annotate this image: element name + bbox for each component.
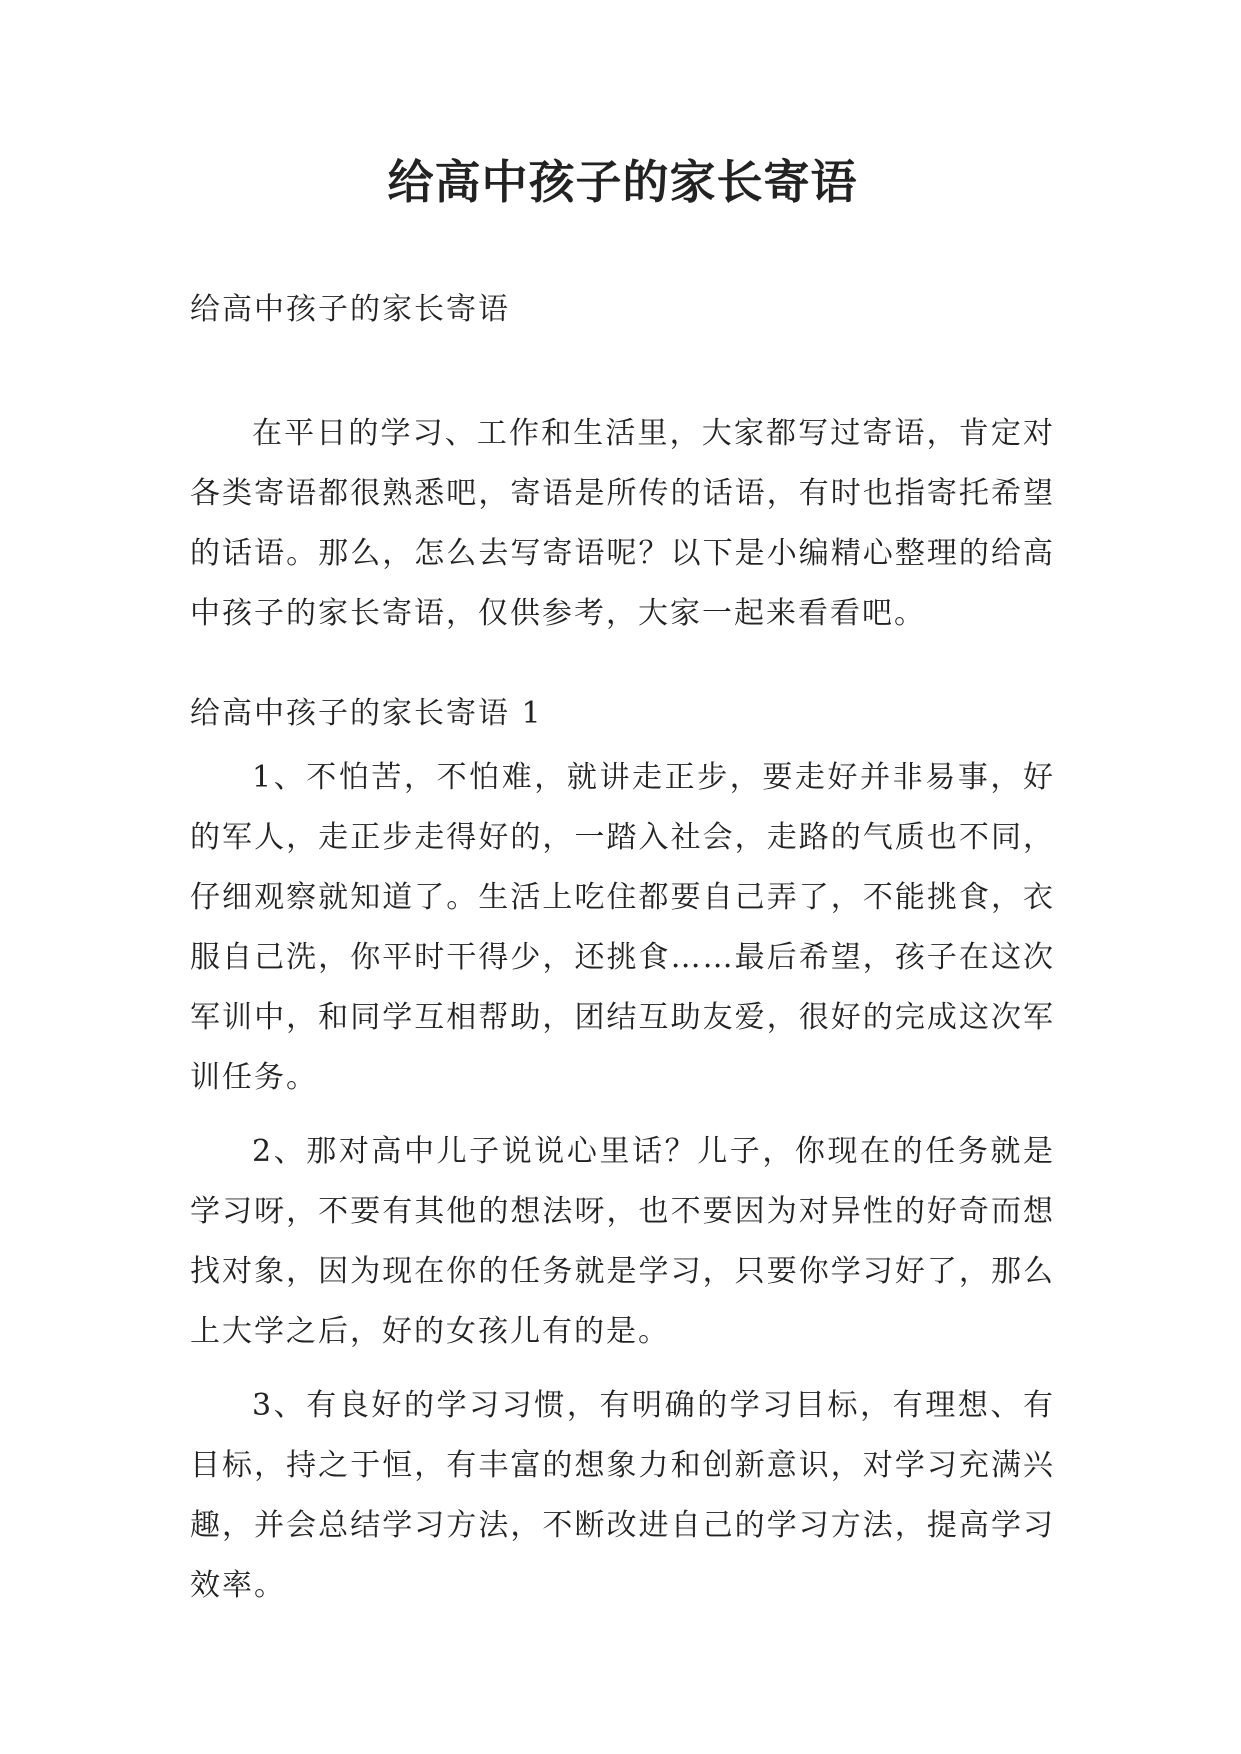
- message-list: [190, 748, 1055, 1630]
- intro-section: [190, 404, 1055, 644]
- document-title: 给高中孩子的家长寄语: [387, 155, 858, 209]
- message-item-1: 1、不怕苦，不怕难，就讲走正步，要走好并非易事，好的军人，走正步走得好的，一踏入社会，走路的气质也不同，仔细观察就知道了。生活上吃住都要自己弄了，不能挑食，衣服自己洗，你平时干得少，还挑食……最后希望，孩子在这次军训中，和同学互相帮助，团结互助友爱，很好的完成这次军训任务。: [190, 760, 1055, 1095]
- intro-paragraph: 在平日的学习、工作和生活里，大家都写过寄语，肯定对各类寄语都很熟悉吧，寄语是所传的话语，有时也指寄托希望的话语。那么，怎么去写寄语呢？以下是小编精心整理的给高中孩子的家长寄语，仅供参考，大家一起来看看吧。: [190, 416, 1055, 631]
- section-heading: 给高中孩子的家长寄语 1: [190, 696, 543, 731]
- message-item-2: 2、那对高中儿子说说心里话？儿子，你现在的任务就是学习呀，不要有其他的想法呀，也不要因为对异性的好奇而想找对象，因为现在你的任务就是学习，只要你学习好了，那么上大学之后，好的女孩儿有的是。: [190, 1134, 1055, 1349]
- message-item-3: 3、有良好的学习习惯，有明确的学习目标，有理想、有目标，持之于恒，有丰富的想象力和创新意识，对学习充满兴趣，并会总结学习方法，不断改进自己的学习方法，提高学习效率。: [190, 1388, 1055, 1603]
- document-subtitle: 给高中孩子的家长寄语: [190, 292, 510, 327]
